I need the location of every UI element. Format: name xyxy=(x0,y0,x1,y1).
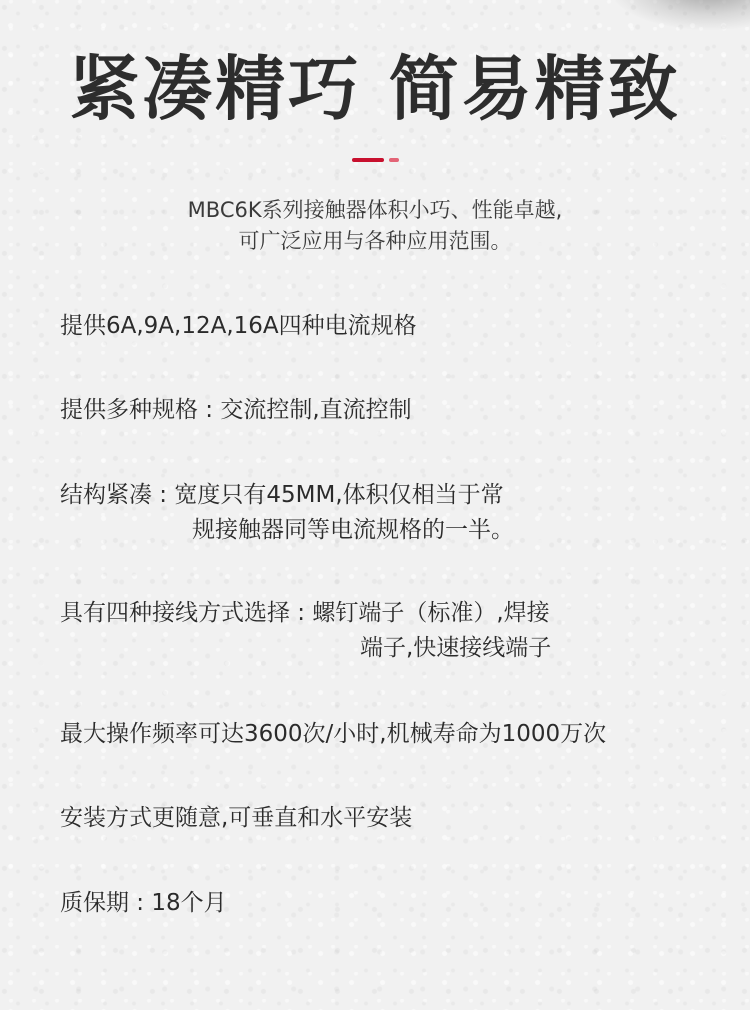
intro-line-2: 可广泛应用与各种应用范围。 xyxy=(238,229,512,253)
feature-text: 质保期 : 18个月 xyxy=(60,890,227,916)
page-title: 紧凑精巧 简易精致 xyxy=(69,48,681,130)
feature-text: 最大操作频率可达3600次/小时,机械寿命为1000万次 xyxy=(60,721,607,747)
feature-compact-structure xyxy=(60,478,514,548)
intro-text xyxy=(0,195,750,257)
feature-text: 安装方式更随意,可垂直和水平安装 xyxy=(60,805,413,831)
feature-text-continued: 端子,快速接线端子 xyxy=(360,635,552,661)
accent-bar-short xyxy=(389,158,399,162)
accent-bar-long xyxy=(352,158,384,162)
corner-shadow-decoration xyxy=(610,0,750,30)
feature-text: 结构紧凑 : 宽度只有45MM,体积仅相当于常 xyxy=(60,482,504,508)
feature-wiring-options xyxy=(60,596,551,666)
intro-line-1: MBC6K系列接触器体积小巧、性能卓越, xyxy=(187,198,563,222)
feature-warranty xyxy=(60,886,227,921)
feature-operating-frequency xyxy=(60,717,606,752)
feature-text-continued: 规接触器同等电流规格的一半。 xyxy=(192,517,514,543)
feature-mounting xyxy=(60,801,412,836)
feature-text: 提供6A,9A,12A,16A四种电流规格 xyxy=(60,313,417,339)
feature-control-types xyxy=(60,393,412,428)
feature-text: 具有四种接线方式选择 : 螺钉端子（标准）,焊接 xyxy=(60,600,550,626)
feature-text: 提供多种规格 : 交流控制,直流控制 xyxy=(60,397,412,423)
feature-current-ratings xyxy=(60,309,417,344)
